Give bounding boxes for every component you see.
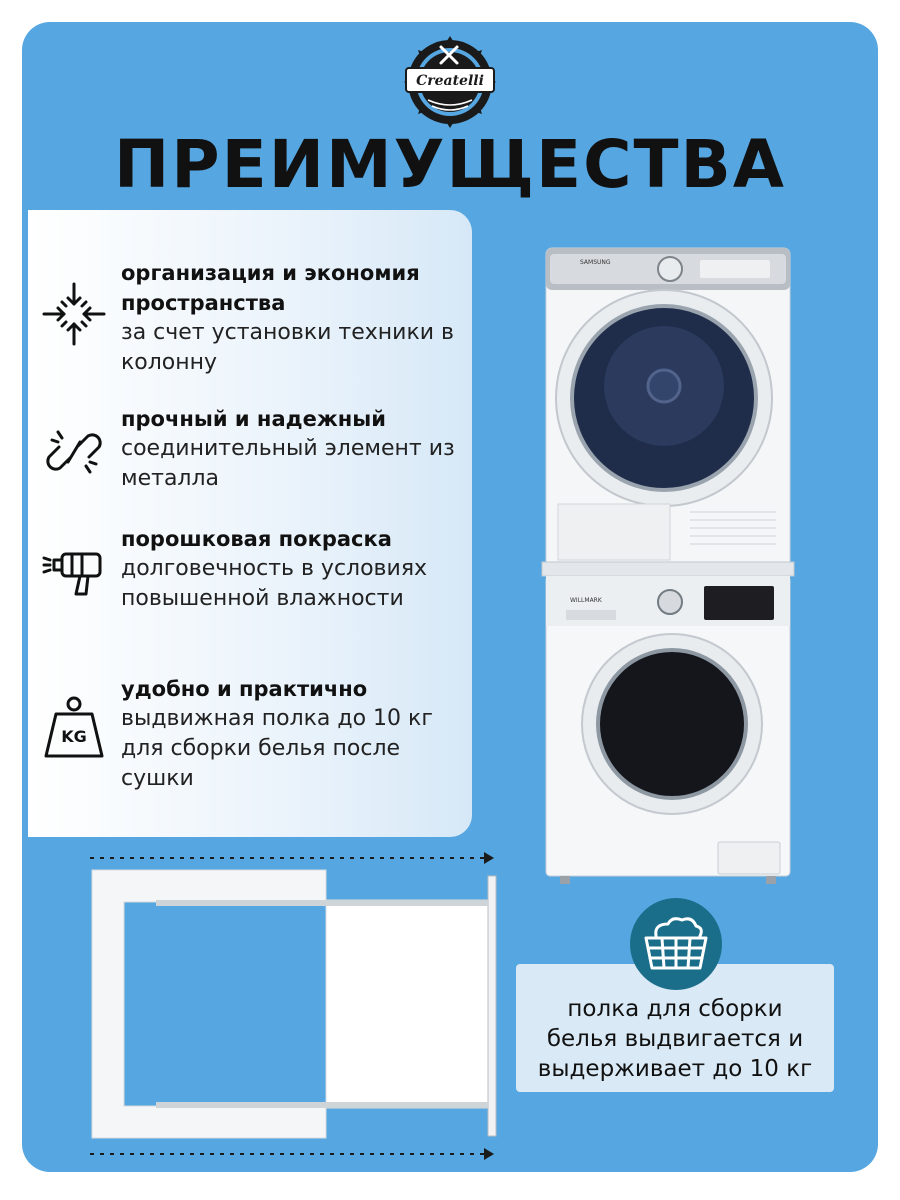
feature-title: организация и экономия пространства	[121, 261, 420, 315]
feature-item	[28, 258, 472, 378]
washer-brand: WILLMARK	[570, 597, 602, 604]
stacked-machines-image	[540, 246, 796, 886]
feature-description: соединительный элемент из металла	[121, 436, 455, 491]
brand-logo	[390, 32, 510, 132]
feature-description: выдвижная полка до 10 кг для сборки белья после сушки	[121, 706, 433, 791]
feature-item	[28, 404, 472, 494]
feature-description: за счет установки техники в колонну	[121, 320, 455, 375]
compress-arrows-icon	[40, 280, 108, 348]
feature-title: удобно и практично	[121, 677, 368, 701]
brand-name: Createlli	[416, 73, 484, 89]
shelf-diagram	[80, 852, 500, 1162]
kg-weight-icon	[40, 694, 108, 762]
feature-title: порошковая покраска	[121, 527, 392, 551]
feature-title: прочный и надежный	[121, 407, 386, 431]
spray-gun-icon	[40, 540, 108, 608]
features-card	[28, 210, 472, 837]
page-title: ПРЕИМУЩЕСТВА	[114, 126, 786, 203]
dryer-brand: SAMSUNG	[580, 259, 611, 266]
kg-label: KG	[61, 727, 87, 746]
badge	[630, 898, 722, 990]
shelf-note-text: полка для сборки белья выдвигается и выдерживает до 10 кг	[537, 996, 813, 1082]
broken-link-icon	[40, 418, 108, 486]
feature-item	[28, 674, 472, 804]
laundry-basket-icon	[630, 898, 722, 990]
feature-description: долговечность в условиях повышенной влажности	[121, 556, 428, 611]
feature-item	[28, 524, 472, 644]
